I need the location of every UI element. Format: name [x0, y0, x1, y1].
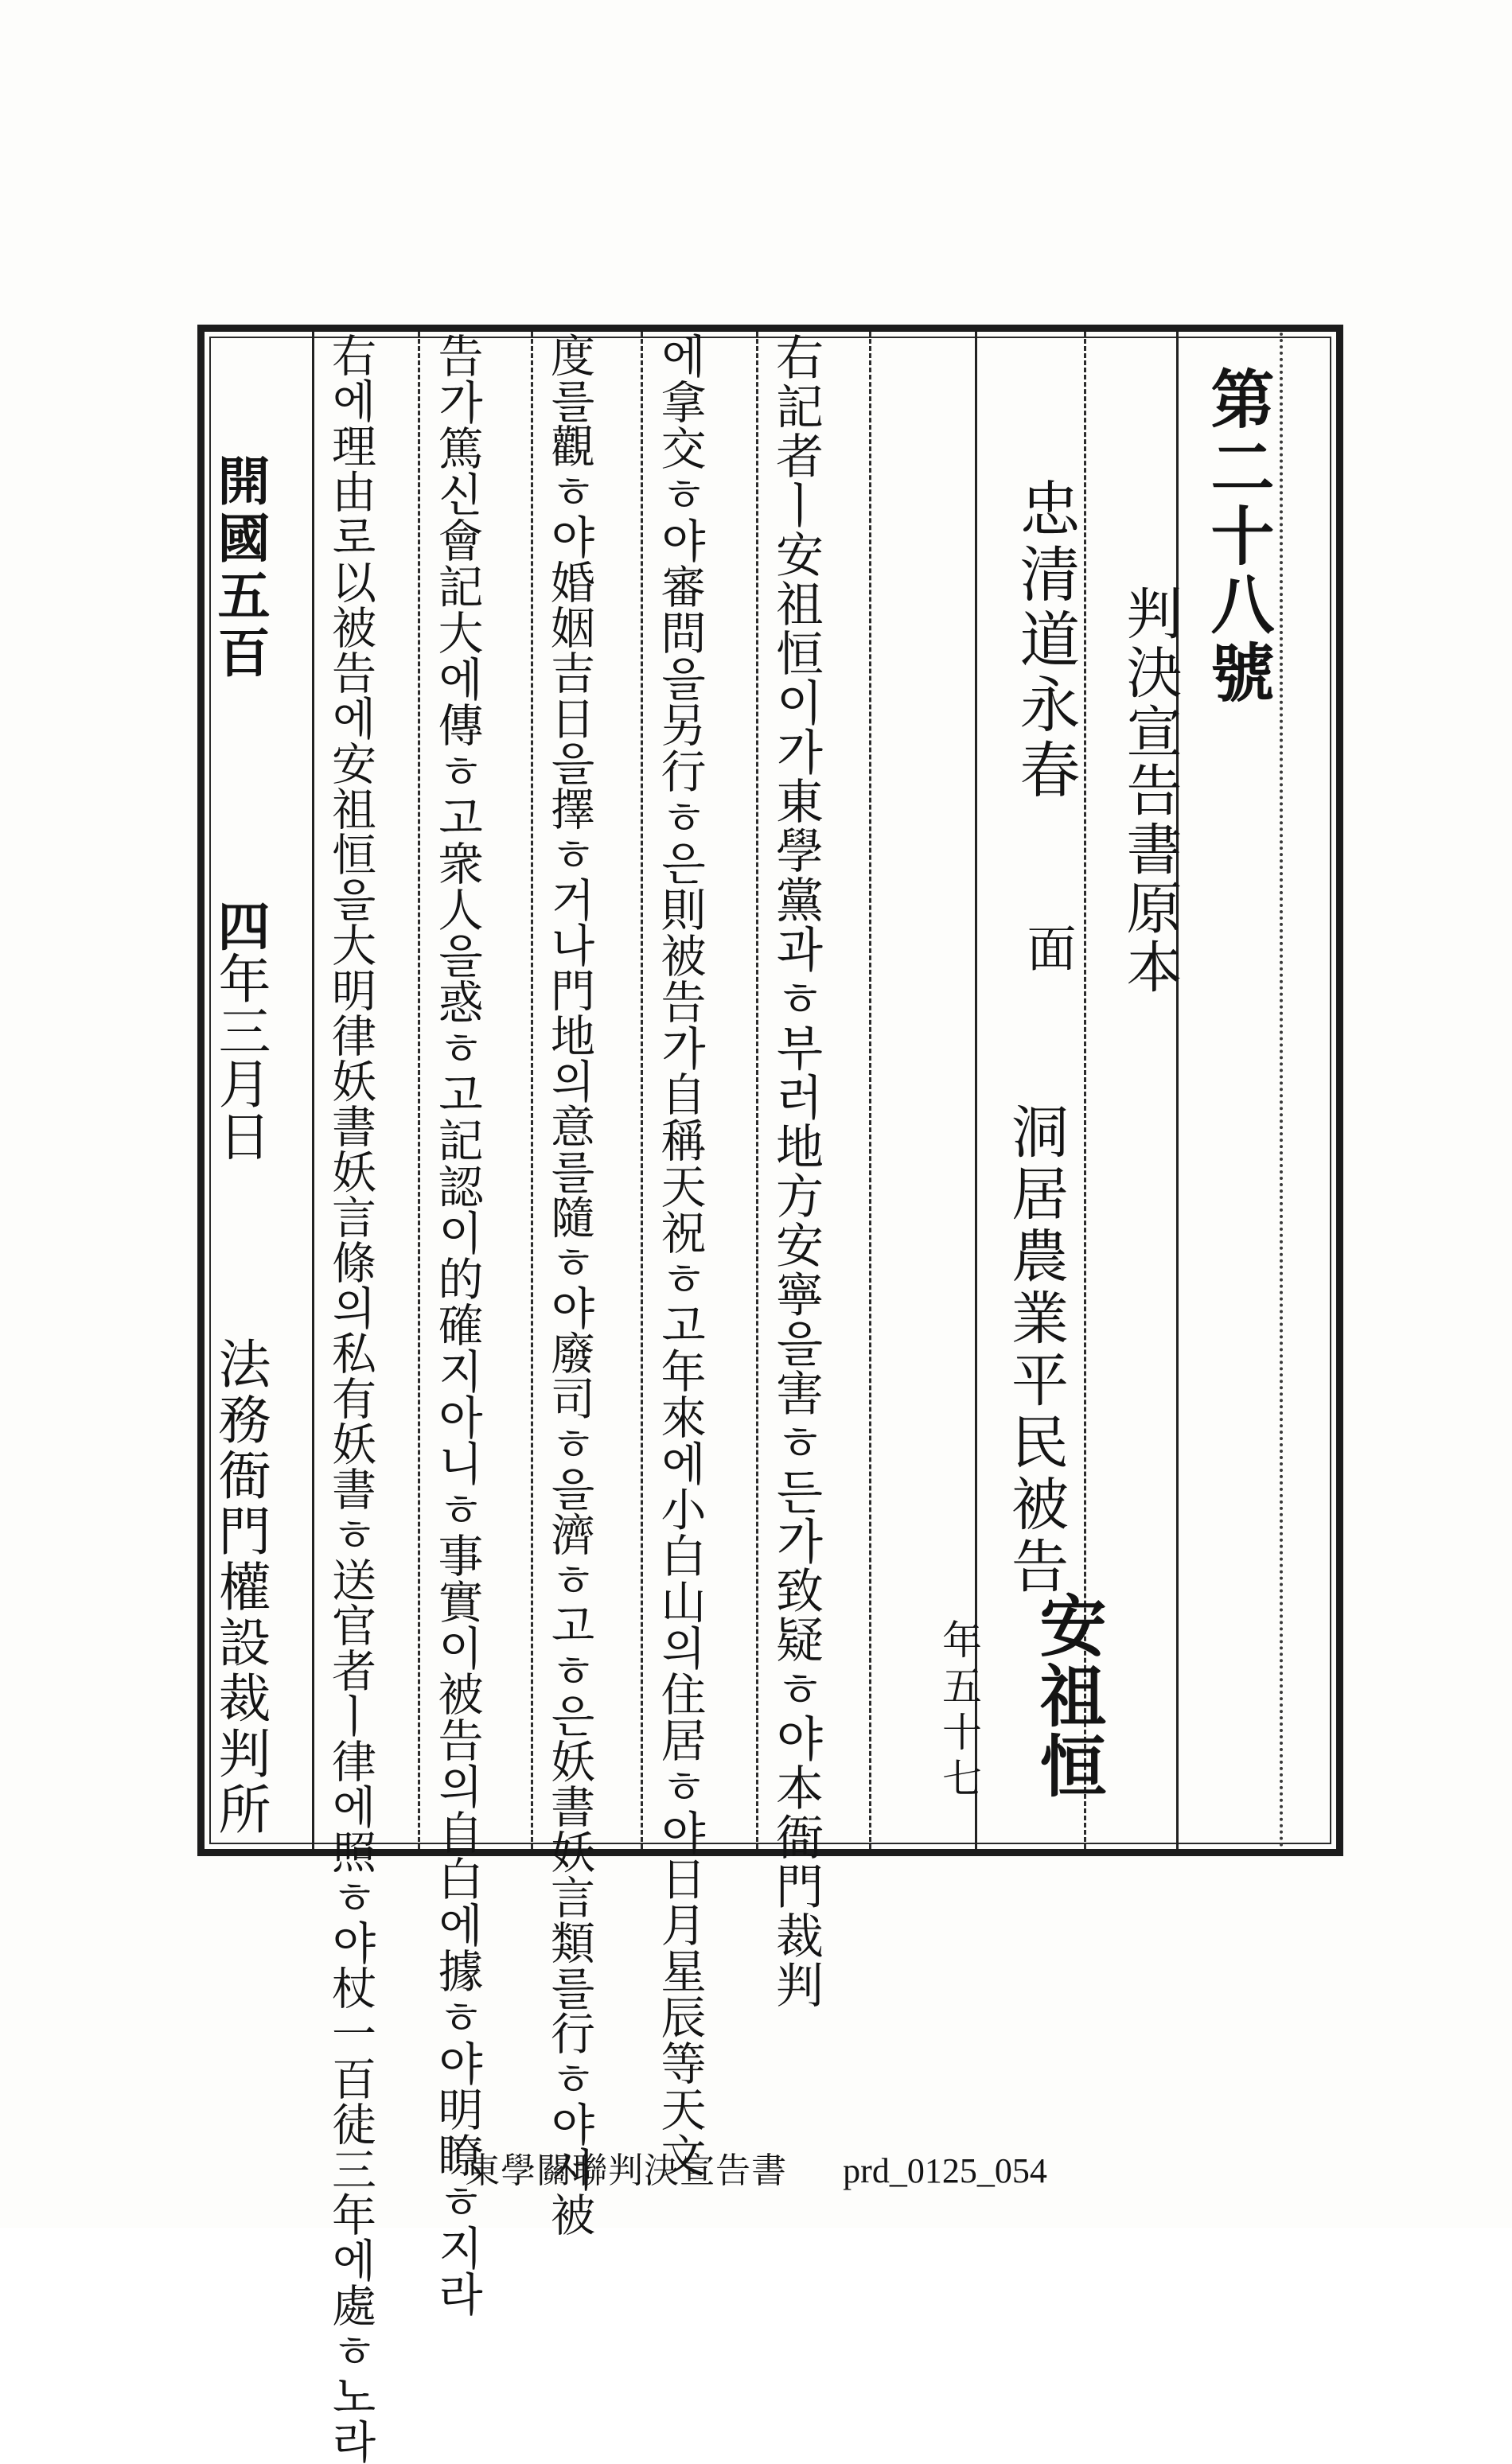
court-name: 法務衙門權設裁判所: [209, 1337, 271, 1838]
collection-title: 東學關聯判決宣告書: [465, 2151, 788, 2190]
page-id: prd_0125_054: [843, 2151, 1047, 2190]
date-era: 開國五百: [208, 453, 271, 683]
page-caption: [0, 2142, 1512, 2193]
column-rule: [641, 332, 643, 1849]
column-rule: [1280, 333, 1283, 1848]
column-rule: [531, 332, 533, 1849]
date-rest: 年三月日: [209, 952, 271, 1162]
column-rule: [418, 332, 420, 1849]
verdict-body-line: 右에理由로以被告에安祖恒을大明律妖書妖言條의私有妖書ㅎ送官者ㅣ律에照ㅎ야杖一百徒三年에處ㅎ노라: [325, 333, 376, 2464]
column-rule: [312, 332, 314, 1849]
column-rule: [756, 332, 758, 1849]
date-line: [208, 899, 271, 1297]
defendant-age: 年五十七: [936, 1619, 982, 1804]
verdict-body-line: 告가篤신會記大에傳ㅎ고衆人을惑ㅎ고記認이的確지아니ㅎ事實이被告의自白에據ㅎ야明瞭ㅎ지라: [431, 333, 483, 2317]
defendant-occupation: 洞居農業平民被告: [1002, 1102, 1069, 1598]
defendant-address: 忠清道永春: [1010, 477, 1081, 804]
verdict-body-line: 右記者ㅣ安祖恒이가東學黨과ㅎ부러地方安寧을害ㅎ든가致疑ㅎ야本衙門裁判: [768, 333, 824, 2010]
date-year-number: 四: [208, 899, 271, 952]
column-rule: [869, 332, 871, 1849]
document-title: 判決宣告書原本: [1117, 585, 1183, 997]
verdict-body-line: 度를觀ㅎ야婚姻吉日을擇ㅎ거나門地의意를隨ㅎ야廢司ㅎ을濟ㅎ고ㅎ은妖書妖言類를行ㅎ야서被: [544, 333, 595, 2237]
defendant-district: 面: [1019, 923, 1077, 972]
defendant-name: 安祖恒: [1029, 1591, 1108, 1801]
column-rule: [1176, 332, 1179, 1849]
verdict-body-line: 에拿交ㅎ야審問을另行ㅎ은則被告가自稱天祝ㅎ고年來에小白山의住居ㅎ야日月星辰等天文: [653, 333, 706, 2178]
case-number: 第二十八號: [1200, 366, 1275, 708]
